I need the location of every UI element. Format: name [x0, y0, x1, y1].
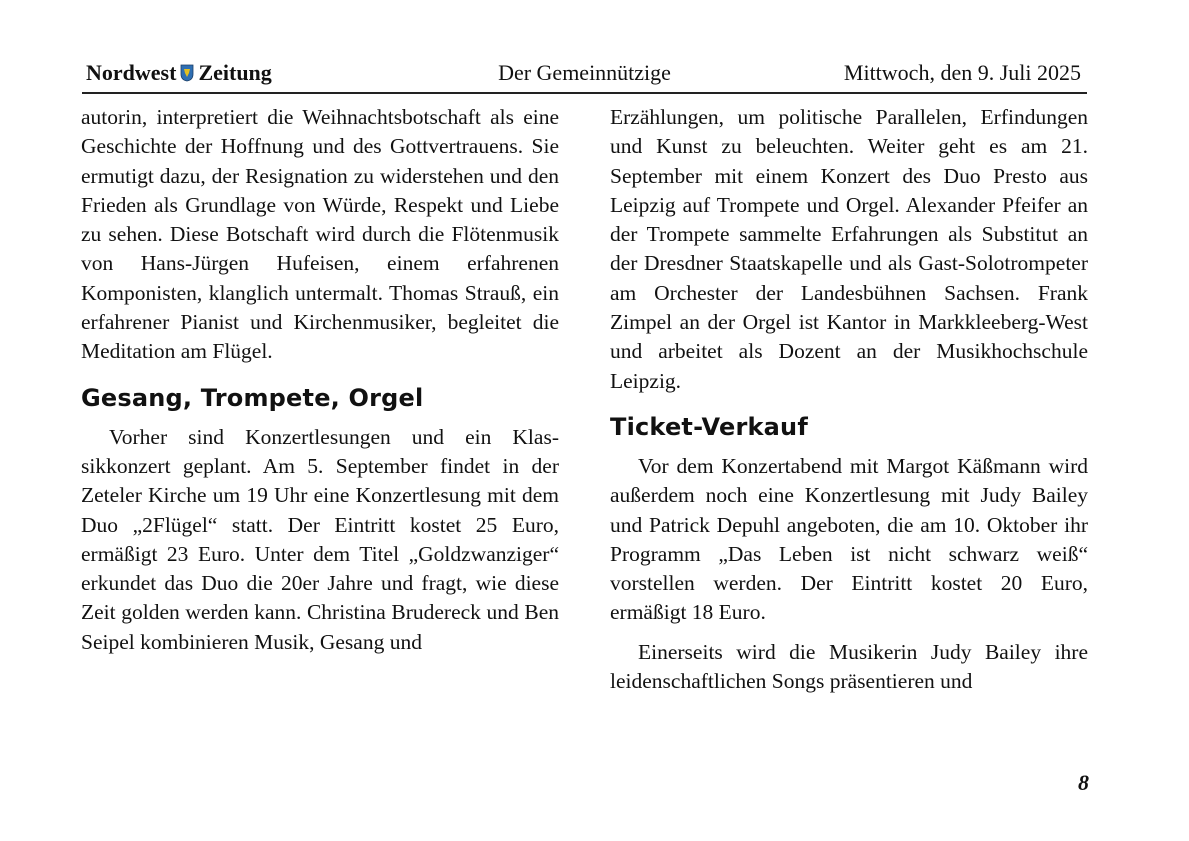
- left-column: [81, 103, 559, 657]
- page-number: 8: [1078, 770, 1089, 795]
- right-body-paragraph-1: Vor dem Konzertabend mit Margot Käßmann wird außerdem noch eine Konzertlesung mit Judy Bailey und Patrick Depuhl angeboten, die am 10. Oktober ihr Programm „Das Leben ist nicht schwarz weiß“ vorstellen werden. Der Eintritt kostet 20 Euro, ermäßigt 18 Euro.: [610, 453, 1088, 625]
- left-body-paragraph: Vorher sind Konzertlesungen und ein Klassikkonzert geplant. Am 5. September findet in der Zeteler Kirche um 19 Uhr eine Konzertlesung mit dem Duo „2Flügel“ statt. Der Eintritt kostet 25 Euro, ermäßigt 23 Euro. Unter dem Titel „Goldzwanziger“ erkundet das Duo die 20er Jahre und fragt, wie diese Zeit golden werden kann. Christina Brudereck und Ben Seipel kombinieren Musik, Gesang und: [81, 424, 559, 654]
- right-body-paragraph-2: Einerseits wird die Musikerin Judy Bailey ihre leidenschaftlichen Songs präsentieren und: [610, 639, 1088, 694]
- issue-date: Mittwoch, den 9. Juli 2025: [843, 60, 1081, 85]
- masthead-word-right: Zeitung: [198, 60, 272, 85]
- right-intro-paragraph: Erzählungen, um politische Parallelen, Erfindungen und Kunst zu beleuchten. Weiter geht es am 21. September mit einem Konzert des Duo Presto aus Leipzig auf Trompete und Orgel. Alexander Pfeifer an der Trompete sammelte Erfahrungen als Substitut an der Dresdner Staatskapelle und als Gast-Solotrompeter am Orchester der Landesbühnen Sachsen. Frank Zimpel an der Orgel ist Kantor in Markkleeberg-West und arbeitet als Dozent an der Musikhochschule Leipzig.: [610, 105, 1088, 393]
- publication-name: Der Gemeinnützige: [498, 60, 671, 85]
- section-heading-ticket: Ticket-Verkauf: [610, 412, 808, 441]
- page-header: [82, 58, 1087, 94]
- section-heading-gesang: Gesang, Trompete, Orgel: [81, 383, 424, 412]
- masthead-word-left: Nordwest: [86, 60, 177, 85]
- right-column: [610, 103, 1088, 696]
- left-intro-paragraph: autorin, interpretiert die Weihnachtsbotschaft als eine Geschichte der Hoffnung und des Gottvertrauens. Sie ermutigt dazu, der Resignation zu widerstehen und den Frieden als Grundlage von Würde, Respekt und Liebe zu sehen. Diese Botschaft wird durch die Flötenmusik von Hans-Jürgen Hufeisen, einem erfahrenen Komponisten, klanglich untermalt. Thomas Strauß, ein erfahrener Pianist und Kirchenmusiker, begleitet die Meditation am Flügel.: [81, 105, 559, 364]
